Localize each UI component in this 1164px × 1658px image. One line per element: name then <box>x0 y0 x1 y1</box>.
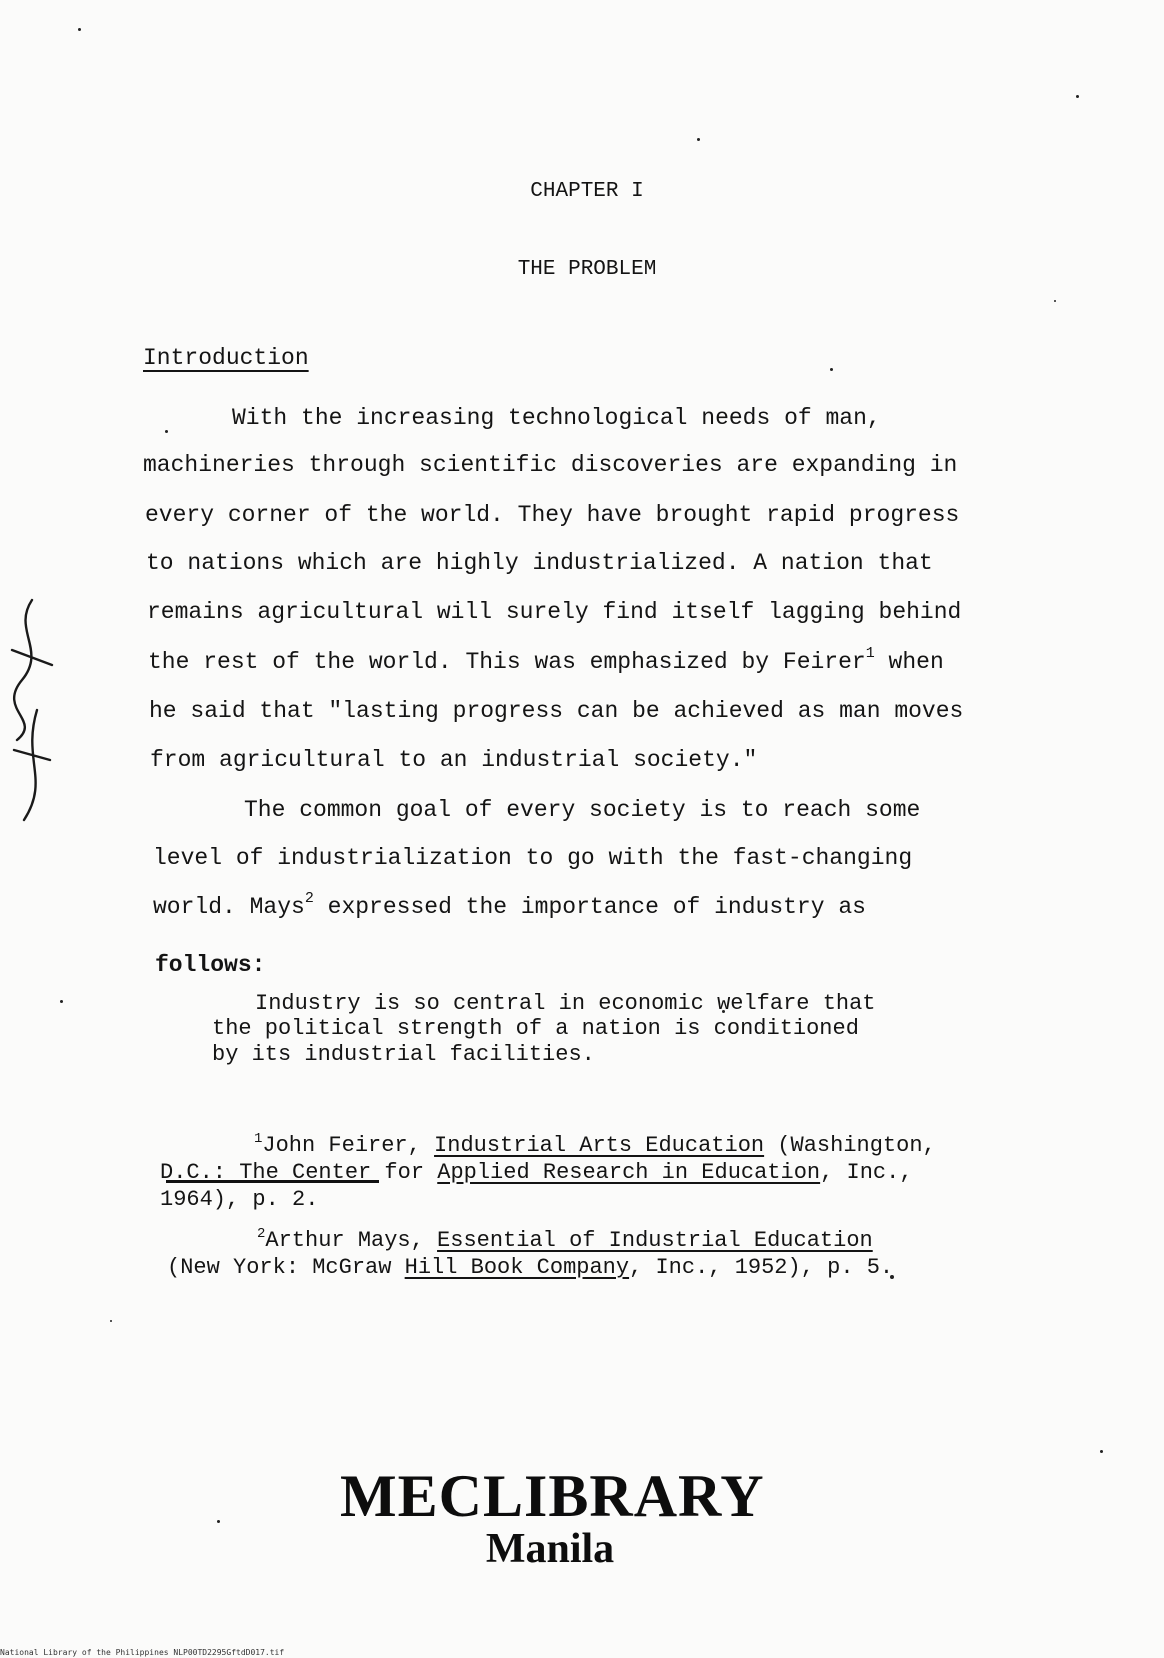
scan-speck <box>1100 1450 1103 1453</box>
footnote-book-title: Essential of Industrial Education <box>437 1228 873 1253</box>
scan-speck <box>78 28 81 31</box>
scan-speck <box>60 1000 63 1003</box>
footnote-1-line-3: 1964), p. 2. <box>160 1187 319 1212</box>
paragraph-line: remains agricultural will surely find itself lagging behind <box>147 599 962 625</box>
paragraph-line-with-footnote-ref <box>148 645 944 675</box>
paragraph-line: machineries through scientific discoveries are expanding in <box>143 452 958 478</box>
paragraph-line: every corner of the world. They have brought rapid progress <box>145 502 960 528</box>
block-quote-line: by its industrial facilities. <box>212 1042 595 1067</box>
block-quote-line: Industry is so central in economic welfare that <box>255 991 876 1016</box>
line-text: when <box>874 649 944 675</box>
paragraph-line: level of industrialization to go with the fast-changing <box>153 845 913 871</box>
scan-caption: National Library of the Philippines NLP00TD2295GftdD017.tif <box>0 1648 285 1657</box>
paragraph-line: The common goal of every society is to reach some <box>244 797 921 823</box>
paragraph-line-with-footnote-ref <box>153 890 866 920</box>
footnote-text: (New York: McGraw <box>167 1255 405 1280</box>
stamp-city: Manila <box>485 1526 615 1572</box>
scan-speck <box>830 368 833 371</box>
footnote-2-line-2 <box>167 1255 893 1280</box>
scan-speck <box>1054 300 1056 302</box>
library-stamp <box>340 1463 765 1572</box>
footnote-text: (Washington, <box>764 1133 936 1158</box>
footnote-mark: 2 <box>257 1226 266 1242</box>
footnote-text: , Inc., 1952), p. 5. <box>629 1255 894 1280</box>
paragraph-line: to nations which are highly industrialized. A nation that <box>146 550 933 576</box>
scan-speck <box>1076 95 1079 98</box>
line-text: the rest of the world. This was emphasized by Feirer <box>148 649 866 675</box>
paragraph-line: he said that "lasting progress can be achieved as man moves <box>149 698 964 724</box>
footnote-author: John Feirer, <box>262 1133 435 1158</box>
block-quote-line: the political strength of a nation is conditioned <box>212 1016 859 1041</box>
handwritten-margin-mark <box>2 590 62 830</box>
chapter-heading: CHAPTER I <box>530 180 644 203</box>
chapter-title: THE PROBLEM <box>517 258 657 281</box>
footnote-text: D.C.: The Center for <box>160 1160 438 1185</box>
section-heading: Introduction <box>143 345 309 371</box>
paragraph-line: follows: <box>155 952 266 978</box>
footnote-1-line-1 <box>254 1133 936 1158</box>
line-text: world. Mays <box>153 894 305 920</box>
scan-speck <box>697 138 700 141</box>
paragraph-line: from agricultural to an industrial society." <box>150 747 758 773</box>
stamp-library-name: MECLIBRARY <box>340 1463 765 1529</box>
scan-speck <box>217 1520 220 1523</box>
footnote-ref-1: 1 <box>865 645 875 662</box>
scan-speck <box>165 430 168 433</box>
line-text: expressed the importance of industry as <box>313 894 866 920</box>
footnote-text: , Inc., <box>820 1160 913 1185</box>
footnote-mark: 1 <box>254 1131 263 1147</box>
footnote-1-line-2 <box>160 1160 913 1185</box>
scan-speck <box>110 1320 112 1322</box>
footnote-publisher: Applied Research in Education <box>437 1160 821 1185</box>
footnote-publisher: Hill Book Company <box>404 1255 630 1280</box>
footnote-2-line-1 <box>257 1228 873 1253</box>
paragraph-line: With the increasing technological needs of man, <box>232 405 881 431</box>
footnote-book-title: Industrial Arts Education <box>434 1133 765 1158</box>
footnote-ref-2: 2 <box>304 890 314 907</box>
footnote-author: Arthur Mays, <box>265 1228 438 1253</box>
